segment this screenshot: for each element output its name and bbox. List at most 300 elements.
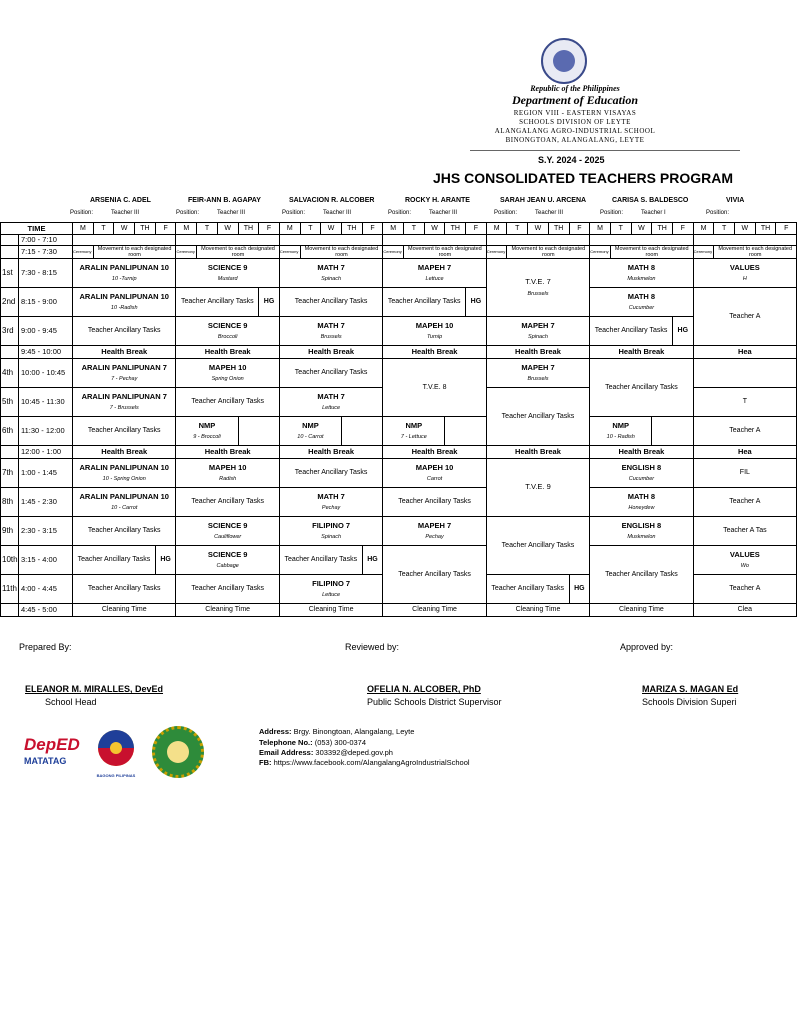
schedule-cell — [279, 417, 341, 446]
period-label — [1, 604, 19, 617]
section-name: 10 -Turnip — [111, 275, 137, 282]
ancillary-task: Teacher Ancillary Tasks — [501, 412, 575, 420]
schedule-cell — [176, 259, 279, 288]
ancillary-task: Teacher Ancillary Tasks — [284, 556, 358, 563]
cleaning-time: Cleaning Time — [619, 606, 664, 613]
schedule-cell — [73, 288, 176, 317]
ceremony-cell: Ceremony — [279, 246, 300, 259]
ancillary-task: Teacher Ancillary Tasks — [491, 585, 564, 592]
subject-name: ARALIN PANLIPUNAN 10 — [79, 262, 169, 272]
section-name: Spring Onion — [211, 375, 244, 382]
hg-cell: HG — [259, 288, 280, 317]
ceremony-cell: Ceremony — [176, 246, 197, 259]
health-break: Health Break — [618, 446, 665, 456]
ancillary-task: Teacher A — [729, 498, 761, 505]
schedule-cell — [73, 546, 156, 575]
teacher-name: VIVIA — [726, 197, 745, 204]
movement-cell: Movement to each designated room — [93, 246, 176, 259]
subject-name: NMP — [612, 420, 630, 430]
schedule-cell — [693, 288, 796, 346]
position-label: Position: — [282, 210, 306, 216]
ancillary-task: Teacher Ancillary Tasks — [191, 398, 264, 405]
health-break: Hea — [737, 446, 752, 456]
subject-name: FILIPINO 7 — [312, 578, 351, 588]
schedule-cell — [590, 517, 693, 546]
reviewed-position: Public Schools District Supervisor — [367, 697, 502, 707]
subject-name: MATH 7 — [317, 391, 345, 401]
period-label — [1, 235, 19, 246]
ceremony-cell: Ceremony — [693, 246, 714, 259]
location-text: BINONGTOAN, ALANGALANG, LEYTE — [505, 136, 645, 144]
day-header: M — [279, 223, 300, 235]
subject-name: VALUES — [729, 549, 760, 559]
time-slot: 4:00 - 4:45 — [19, 575, 73, 604]
health-break: Health Break — [515, 346, 561, 356]
day-header: W — [321, 223, 342, 235]
header-divider — [470, 150, 740, 151]
health-break: Health Break — [308, 346, 355, 356]
ancillary-task: Teacher Ancillary Tasks — [191, 498, 264, 505]
ancillary-task: Teacher Ancillary Tasks — [87, 327, 161, 334]
schedule-cell — [279, 288, 382, 317]
schedule-cell — [486, 359, 589, 388]
department-text: Department of Education — [511, 93, 638, 107]
period-label: 3rd — [1, 317, 19, 346]
day-header: T — [404, 223, 425, 235]
ancillary-task: Teacher Ancillary Tasks — [294, 369, 368, 376]
teacher-position: Teacher I — [641, 210, 666, 216]
position-label: Position: — [494, 210, 518, 216]
ancillary-task: Teacher Ancillary Tasks — [87, 427, 161, 434]
schedule-cell — [383, 359, 486, 417]
section-name: 7 - Lettuce — [400, 433, 427, 440]
subject-name: MATH 7 — [317, 320, 345, 330]
subject-name: MAPEH 7 — [521, 320, 555, 330]
schedule-cell — [486, 517, 589, 575]
teacher-position: Teacher III — [111, 210, 140, 216]
schedule-cell — [279, 317, 382, 346]
ancillary-task: T — [742, 398, 747, 405]
cleaning-time: Clea — [737, 606, 753, 613]
section-name: Muskmelon — [627, 275, 656, 282]
position-label: Position: — [706, 210, 730, 216]
address-label: Address: — [259, 727, 292, 736]
day-header: T — [610, 223, 631, 235]
section-name: Spinach — [321, 275, 342, 282]
ceremony-cell: Ceremony — [486, 246, 507, 259]
section-name: Wo — [740, 562, 749, 569]
day-header: TH — [445, 223, 466, 235]
schedule-cell — [486, 259, 589, 317]
schedule-cell — [176, 288, 259, 317]
schedule-cell — [383, 417, 445, 446]
section-name: 9 - Broccoli — [193, 433, 221, 440]
subject-name: FILIPINO 7 — [312, 520, 351, 530]
subject-name: ARALIN PANLIPUNAN 7 — [81, 391, 167, 401]
day-header: M — [486, 223, 507, 235]
cleaning-time: Cleaning Time — [412, 606, 457, 613]
ancillary-task: Teacher Ancillary Tasks — [594, 327, 668, 334]
subject-name: SCIENCE 9 — [207, 520, 248, 530]
school-year: S.Y. 2024 - 2025 — [538, 155, 605, 165]
division-text: SCHOOLS DIVISION OF LEYTE — [519, 118, 631, 126]
day-header: T — [507, 223, 528, 235]
day-header: W — [114, 223, 135, 235]
schedule-cell — [73, 417, 176, 446]
movement-cell: Movement to each designated room — [714, 246, 797, 259]
schedule-cell — [176, 388, 279, 417]
health-break: Health Break — [308, 446, 355, 456]
reviewed-label: Reviewed by: — [345, 642, 400, 652]
time-slot: 4:45 - 5:00 — [19, 604, 73, 617]
teacher-position: Teacher III — [217, 210, 246, 216]
day-header: T — [714, 223, 735, 235]
hg-cell: HG — [466, 288, 487, 317]
schedule-table-wrapper — [0, 222, 793, 627]
schedule-cell — [383, 259, 486, 288]
ancillary-task: Teacher Ancillary Tasks — [87, 585, 161, 592]
period-label: 9th — [1, 517, 19, 546]
time-slot: 10:45 - 11:30 — [19, 388, 73, 417]
section-name: H — [742, 275, 747, 282]
break-cell — [590, 446, 693, 459]
subject-name: MAPEH 10 — [415, 320, 454, 330]
time-slot: 9:45 - 10:00 — [19, 346, 73, 359]
schedule-cell — [73, 517, 176, 546]
schedule-cell — [693, 388, 796, 417]
movement-cell: Movement to each designated room — [197, 246, 280, 259]
section-name: Brussels — [320, 333, 342, 340]
schedule-cell — [279, 517, 382, 546]
day-header: F — [259, 223, 280, 235]
ancillary-task: Teacher Ancillary Tasks — [191, 585, 264, 592]
schedule-cell — [279, 459, 382, 488]
day-header: M — [383, 223, 404, 235]
approved-position: Schools Division Superi — [642, 697, 737, 707]
cleaning-cell — [279, 604, 382, 617]
republic-text: Republic of the Philippines — [530, 84, 620, 93]
time-slot: 1:00 - 1:45 — [19, 459, 73, 488]
cleaning-cell — [486, 604, 589, 617]
schedule-cell — [383, 317, 486, 346]
health-break: Health Break — [204, 446, 251, 456]
subject-name: ENGLISH 8 — [621, 462, 662, 472]
subject-name: NMP — [405, 420, 423, 430]
teacher-name: CARISA S. BALDESCO — [612, 197, 689, 204]
cleaning-cell — [590, 604, 693, 617]
break-cell — [176, 446, 279, 459]
schedule-cell — [279, 546, 362, 575]
section-name: Pechay — [425, 533, 444, 540]
schedule-cell — [693, 259, 796, 288]
period-label: 2nd — [1, 288, 19, 317]
empty-cell — [486, 235, 589, 246]
health-break: Health Break — [618, 346, 665, 356]
empty-cell — [652, 417, 693, 446]
prepared-position: School Head — [45, 697, 97, 707]
subject-name: MAPEH 10 — [208, 362, 247, 372]
subject-name: T.V.E. 9 — [525, 482, 551, 491]
break-cell — [693, 346, 796, 359]
subject-name: T.V.E. 7 — [525, 276, 551, 286]
schedule-cell — [73, 317, 176, 346]
period-label: 10th — [1, 546, 19, 575]
section-name: Lettuce — [322, 591, 341, 598]
schedule-cell — [590, 417, 652, 446]
schedule-cell — [279, 259, 382, 288]
section-name: 7 - Brussels — [109, 404, 139, 411]
ancillary-task: Teacher Ancillary Tasks — [605, 383, 678, 391]
section-name: Carrot — [426, 475, 443, 482]
cleaning-time: Cleaning Time — [308, 606, 354, 613]
ancillary-task: Teacher Ancillary Tasks — [605, 570, 678, 578]
time-slot: 11:30 - 12:00 — [19, 417, 73, 446]
subject-name: VALUES — [729, 262, 760, 272]
empty-cell — [279, 235, 382, 246]
ancillary-task: Teacher Ancillary Tasks — [87, 527, 161, 534]
deped-matatag-logo-icon: DepED MATATAG — [24, 735, 80, 766]
day-header: F — [776, 223, 797, 235]
subject-name: MATH 8 — [627, 491, 656, 501]
schedule-cell — [693, 488, 796, 517]
section-name: 10 - Carrot — [111, 504, 138, 511]
break-cell — [279, 446, 382, 459]
ancillary-task: Teacher Ancillary Tasks — [294, 469, 368, 476]
day-header: F — [466, 223, 487, 235]
time-slot: 3:15 - 4:00 — [19, 546, 73, 575]
time-slot: 7:30 - 8:15 — [19, 259, 73, 288]
day-header: TH — [652, 223, 673, 235]
schedule-cell — [176, 359, 279, 388]
empty-cell — [383, 235, 486, 246]
subject-name: MATH 7 — [317, 262, 345, 272]
day-header: TH — [755, 223, 776, 235]
cleaning-cell — [693, 604, 796, 617]
break-cell — [383, 446, 486, 459]
schedule-cell — [590, 259, 693, 288]
schedule-cell — [73, 259, 176, 288]
schedule-cell — [73, 575, 176, 604]
subject-name: MAPEH 10 — [415, 462, 454, 472]
schedule-cell — [383, 459, 486, 488]
section-name: Lettuce — [322, 404, 341, 411]
teacher-name: ARSENIA C. ADEL — [90, 197, 151, 204]
bagong-pilipinas-logo-icon: BAGONG PILIPINAS — [90, 728, 142, 776]
section-name: Cabbage — [216, 562, 239, 569]
schedule-cell — [590, 359, 693, 417]
section-name: Cucumber — [628, 304, 655, 311]
day-header: F — [362, 223, 383, 235]
empty-cell — [176, 235, 279, 246]
empty-cell — [238, 417, 279, 446]
section-name: Spinach — [321, 533, 342, 540]
day-header: W — [528, 223, 549, 235]
day-header: F — [672, 223, 693, 235]
section-name: Lettuce — [425, 275, 444, 282]
ancillary-task: Teacher Ancillary Tasks — [398, 498, 471, 505]
time-slot: 10:00 - 10:45 — [19, 359, 73, 388]
schedule-cell — [693, 459, 796, 488]
subject-name: ENGLISH 8 — [621, 520, 662, 530]
ancillary-task: Teacher Ancillary Tasks — [387, 298, 461, 305]
deped-seal-icon — [541, 38, 587, 84]
day-header: F — [569, 223, 590, 235]
schedule-cell — [73, 488, 176, 517]
subject-name: T.V.E. 8 — [422, 383, 447, 391]
health-break: Health Break — [101, 346, 148, 356]
ancillary-task: Teacher Ancillary Tasks — [398, 570, 471, 578]
subject-name: NMP — [302, 420, 319, 430]
position-label: Position: — [600, 210, 624, 216]
fb-link[interactable]: https://www.facebook.com/AlangalangAgroIndustrialSchool — [273, 758, 470, 767]
day-header: W — [424, 223, 445, 235]
prepared-name: ELEANOR M. MIRALLES, DevEd — [25, 684, 164, 694]
subject-name: SCIENCE 9 — [207, 320, 248, 330]
phone-label: Telephone No.: — [259, 738, 313, 747]
schedule-cell — [693, 417, 796, 446]
period-label: 5th — [1, 388, 19, 417]
period-label: 1st — [1, 259, 19, 288]
ceremony-cell: Ceremony — [73, 246, 94, 259]
break-cell — [73, 446, 176, 459]
time-slot: 8:15 - 9:00 — [19, 288, 73, 317]
day-header: M — [73, 223, 94, 235]
hg-cell: HG — [362, 546, 383, 575]
teacher-name: FEIR-ANN B. AGAPAY — [188, 197, 261, 204]
subject-name: ARALIN PANLIPUNAN 10 — [79, 491, 169, 501]
section-name: Broccoli — [217, 333, 238, 340]
schedule-cell — [279, 488, 382, 517]
empty-cell — [73, 235, 176, 246]
schedule-cell — [486, 575, 569, 604]
position-label: Position: — [70, 210, 94, 216]
period-label — [1, 246, 19, 259]
cleaning-time: Cleaning Time — [101, 606, 147, 613]
ancillary-task: Teacher A — [729, 427, 761, 434]
teacher-name: SARAH JEAN U. ARCENA — [500, 197, 587, 204]
schedule-cell — [693, 517, 796, 546]
day-header: TH — [548, 223, 569, 235]
page-title: JHS CONSOLIDATED TEACHERS PROGRAM — [433, 170, 733, 186]
section-name: Brussels — [527, 375, 549, 382]
schedule-cell — [279, 359, 382, 388]
health-break: Health Break — [411, 446, 458, 456]
health-break: Hea — [737, 346, 752, 356]
day-header: M — [176, 223, 197, 235]
hg-cell: HG — [155, 546, 176, 575]
approved-name: MARIZA S. MAGAN Ed — [642, 684, 739, 694]
schedule-cell — [590, 459, 693, 488]
schedule-cell — [383, 488, 486, 517]
schedule-cell — [176, 517, 279, 546]
section-name: 10 -Radish — [110, 304, 138, 311]
empty-cell — [590, 235, 693, 246]
period-label — [1, 346, 19, 359]
schedule-cell — [176, 488, 279, 517]
break-cell — [693, 446, 796, 459]
period-label: 11th — [1, 575, 19, 604]
section-name: 10 - Carrot — [297, 433, 324, 440]
schedule-cell — [590, 288, 693, 317]
period-label: 6th — [1, 417, 19, 446]
health-break: Health Break — [515, 446, 561, 456]
schedule-cell — [279, 388, 382, 417]
day-header: T — [197, 223, 218, 235]
time-slot: 7:15 - 7:30 — [19, 246, 73, 259]
break-cell — [486, 446, 589, 459]
day-header: TH — [341, 223, 362, 235]
schedule-cell — [383, 546, 486, 604]
ancillary-task: FIL — [739, 469, 750, 476]
section-name: Muskmelon — [627, 533, 656, 540]
time-slot: 1:45 - 2:30 — [19, 488, 73, 517]
period-label: 7th — [1, 459, 19, 488]
schedule-cell — [176, 459, 279, 488]
ancillary-task: Teacher Ancillary Tasks — [77, 556, 151, 563]
health-break: Health Break — [204, 346, 251, 356]
schedule-cell — [73, 359, 176, 388]
period-label — [1, 446, 19, 459]
empty-cell — [341, 417, 382, 446]
subject-name: MATH 8 — [627, 291, 656, 301]
subject-name: ARALIN PANLIPUNAN 10 — [79, 291, 169, 301]
fb-label: FB: — [259, 758, 272, 767]
schedule-cell — [486, 317, 589, 346]
day-header: T — [93, 223, 114, 235]
prepared-label: Prepared By: — [19, 642, 72, 652]
teacher-position: Teacher III — [429, 210, 458, 216]
health-break: Health Break — [101, 446, 148, 456]
section-name: 10 - Radish — [606, 433, 635, 440]
schedule-cell — [486, 388, 589, 446]
email-label: Email Address: — [259, 748, 314, 757]
subject-name: NMP — [198, 420, 216, 430]
cleaning-cell — [383, 604, 486, 617]
cleaning-cell — [73, 604, 176, 617]
subject-name: MAPEH 7 — [417, 262, 452, 272]
break-cell — [279, 346, 382, 359]
day-header: TH — [135, 223, 156, 235]
time-slot: 12:00 - 1:00 — [19, 446, 73, 459]
school-text: ALANGALANG AGRO-INDUSTRIAL SCHOOL — [494, 127, 656, 135]
subject-name: MATH 7 — [317, 491, 345, 501]
schedule-cell — [176, 417, 238, 446]
ancillary-task: Teacher Ancillary Tasks — [501, 541, 575, 549]
section-name: Brussels — [527, 290, 549, 297]
section-name: Honeydew — [628, 504, 655, 511]
schedule-cell — [590, 317, 673, 346]
subject-name: MAPEH 7 — [417, 520, 452, 530]
schedule-cell — [383, 517, 486, 546]
schedule-cell — [73, 388, 176, 417]
hg-cell: HG — [569, 575, 590, 604]
section-name: Pechay — [321, 504, 341, 511]
approved-label: Approved by: — [620, 642, 674, 652]
subject-name: MAPEH 7 — [521, 362, 555, 372]
section-name: 7 - Pechay — [111, 375, 138, 382]
schedule-cell — [383, 288, 466, 317]
break-cell — [176, 346, 279, 359]
schedule-cell — [693, 359, 796, 388]
empty-cell — [445, 417, 486, 446]
ceremony-cell: Ceremony — [383, 246, 404, 259]
break-cell — [383, 346, 486, 359]
schedule-cell — [693, 575, 796, 604]
day-header: M — [693, 223, 714, 235]
ancillary-task: Teacher A — [729, 312, 761, 320]
ancillary-task: Teacher A — [729, 585, 761, 592]
school-seal-icon — [152, 726, 204, 778]
